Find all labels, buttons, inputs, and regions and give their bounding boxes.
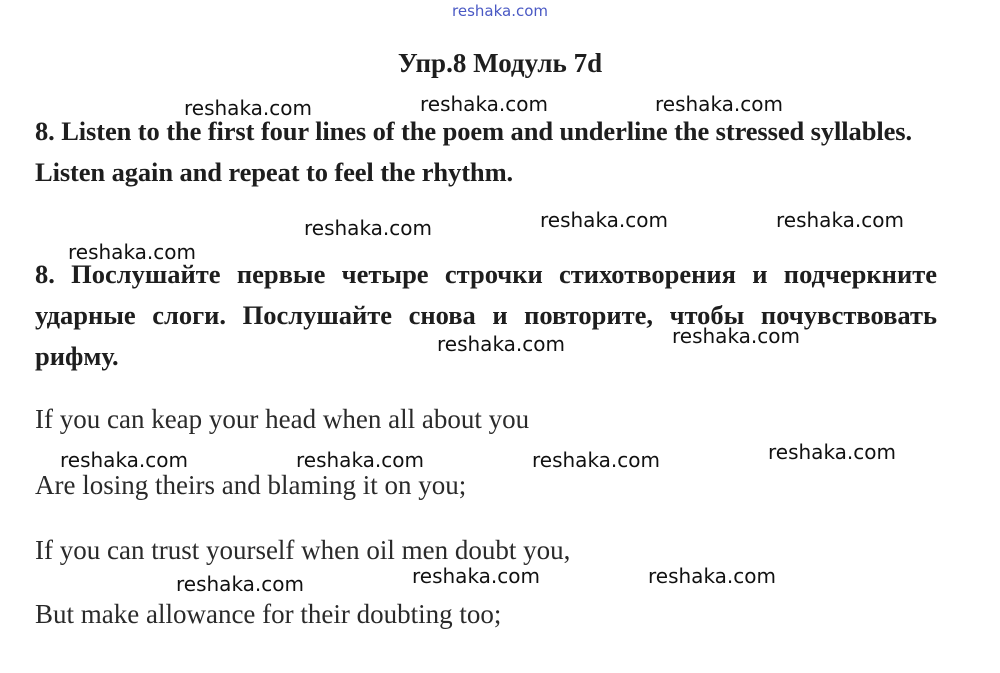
poem-line-4: But make allowance for their doubting too; (35, 599, 502, 629)
watermark: reshaka.com (672, 324, 800, 348)
watermark: reshaka.com (648, 564, 776, 588)
watermark: reshaka.com (437, 332, 565, 356)
watermark: reshaka.com (184, 96, 312, 120)
watermark: reshaka.com (412, 564, 540, 588)
task-text-english: 8. Listen to the first four lines of the poem and underline the stressed syllables. Listen again and repeat to feel the rhythm. (35, 116, 913, 187)
watermark: reshaka.com (540, 208, 668, 232)
poem-line-3: If you can trust yourself when oil men doubt you, (35, 535, 571, 565)
header-site-link[interactable]: reshaka.com (452, 2, 548, 20)
watermark: reshaka.com (768, 440, 896, 464)
poem-line-1: If you can keap your head when all about you (35, 404, 530, 434)
watermark: reshaka.com (60, 448, 188, 472)
watermark: reshaka.com (532, 448, 660, 472)
watermark: reshaka.com (304, 216, 432, 240)
page-title: Упр.8 Модуль 7d (397, 48, 603, 78)
watermark: reshaka.com (296, 448, 424, 472)
task-text-russian: 8. Послушайте первые четыре строчки стихотворения и подчеркните ударные слоги. Послушайте снова и повторите, чтобы почувствовать рифму. (35, 259, 937, 371)
watermark: reshaka.com (176, 572, 304, 596)
watermark: reshaka.com (776, 208, 904, 232)
watermark: reshaka.com (420, 92, 548, 116)
watermark: reshaka.com (68, 240, 196, 264)
watermark: reshaka.com (655, 92, 783, 116)
poem-line-2: Are losing theirs and blaming it on you; (35, 470, 467, 500)
